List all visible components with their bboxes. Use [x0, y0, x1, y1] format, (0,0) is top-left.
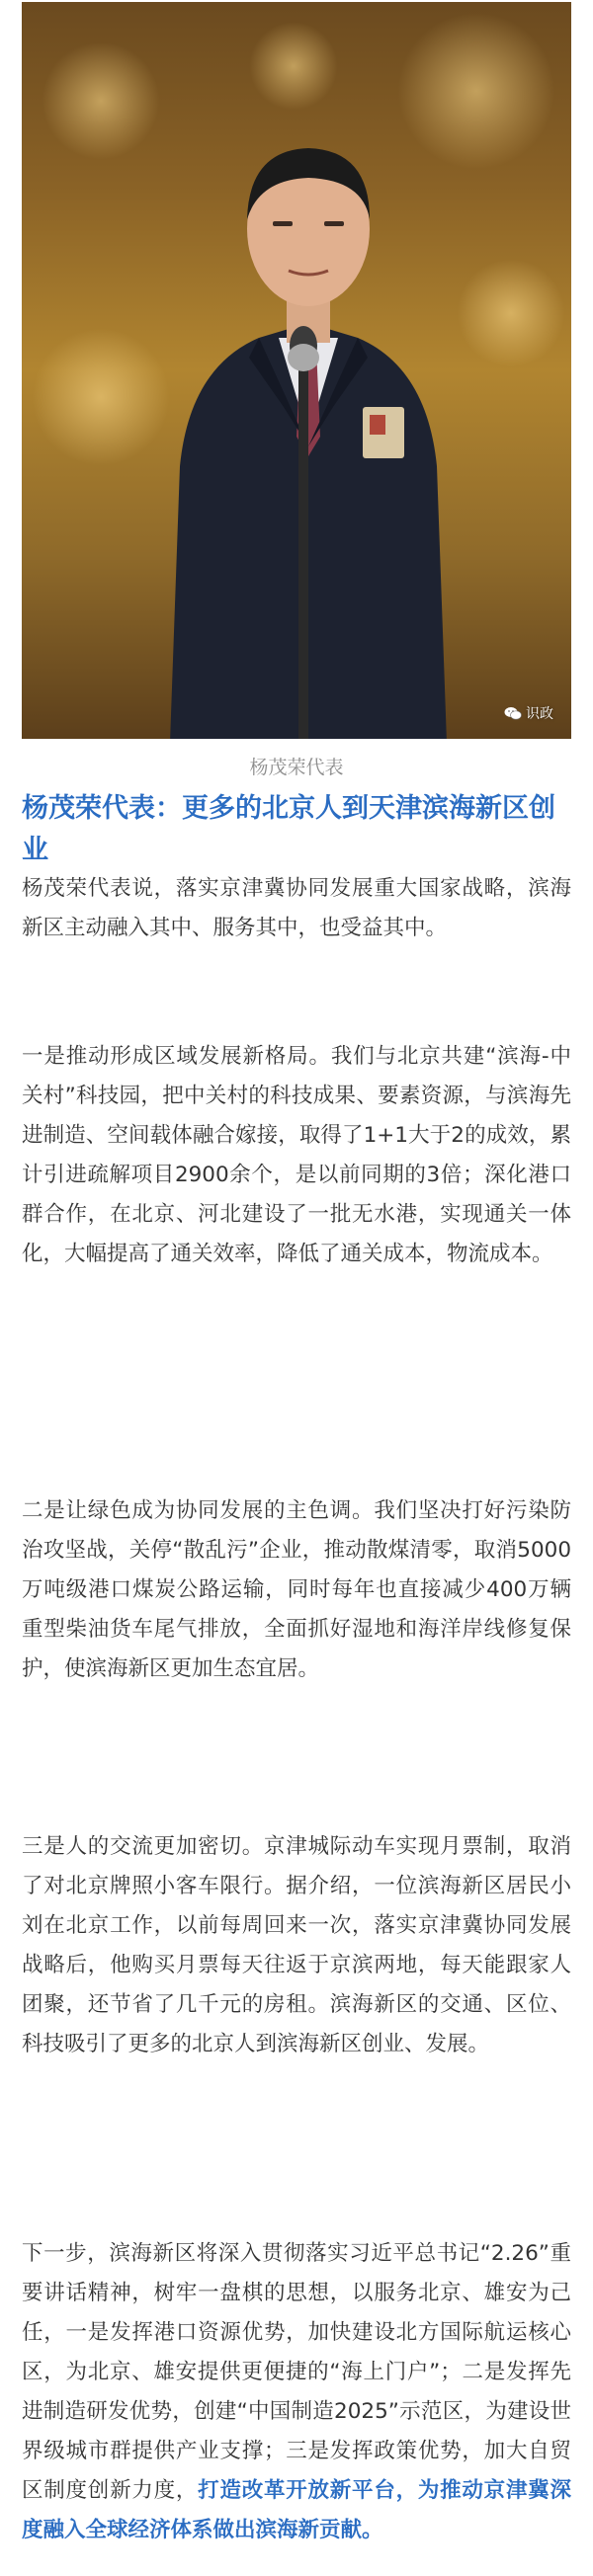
paragraph: 三是人的交流更加密切。京津城际动车实现月票制，取消了对北京牌照小客车限行。据介绍，一位滨海新区居民小刘在北京工作，以前每周回来一次，落实京津冀协同发展战略后，他购买月票每天往返于京滨两地，每天能跟家人团聚，还节省了几千元的房租。滨海新区的交通、区位、科技吸引了更多的北京人到滨海新区创业、发展。	[22, 1834, 571, 2056]
photo-bokeh	[32, 328, 170, 466]
speaker-photo	[22, 2, 571, 739]
paragraph: 杨茂荣代表说，落实京津冀协同发展重大国家战略，滨海新区主动融入其中、服务其中，也受益其中。	[22, 876, 571, 940]
paragraph-text: 下一步，滨海新区将深入贯彻落实习近平总书记“2.26”重要讲话精神，树牢一盘棋的思想，以服务北京、雄安为己任，一是发挥港口资源优势，加快建设北方国际航运核心区，为北京、雄安提供更便捷的“海上门户”；二是发挥先进制造研发优势，创建“中国制造2025”示范区，为建设世界级城市群提供产业支撑；三是发挥政策优势，加大自贸区制度创新力度，	[22, 2241, 571, 2503]
wechat-icon	[504, 706, 522, 720]
watermark-text: 识政	[526, 706, 553, 722]
article-title: 杨茂荣代表：更多的北京人到天津滨海新区创业	[22, 793, 555, 865]
paragraph-last	[22, 2234, 571, 2550]
highlighted-text: 打造改革开放新平台，为推动京津冀深度融入全球经济体系做出滨海新贡献。	[22, 2478, 571, 2542]
paragraph: 一是推动形成区域发展新格局。我们与北京共建“滨海-中关村”科技园，把中关村的科技成果、要素资源，与滨海先进制造、空间载体融合嫁接，取得了1+1大于2的成效，累计引进疏解项目2900余个，是以前同期的3倍；深化港口群合作，在北京、河北建设了一批无水港，实现通关一体化，大幅提高了通关效率，降低了通关成本，物流成本。	[22, 1044, 571, 1266]
paragraph: 二是让绿色成为协同发展的主色调。我们坚决打好污染防治攻坚战，关停“散乱污”企业，推动散煤清零，取消5000万吨级港口煤炭公路运输，同时每年也直接减少400万辆重型柴油货车尾气排放，全面抓好湿地和海洋岸线修复保护，使滨海新区更加生态宜居。	[22, 1498, 571, 1681]
photo-bokeh	[249, 22, 338, 111]
photo-caption: 杨茂荣代表	[249, 757, 344, 778]
photo-bokeh	[42, 41, 160, 160]
watermark	[504, 703, 553, 723]
speaker-figure	[150, 111, 466, 739]
photo-bokeh	[457, 259, 565, 367]
